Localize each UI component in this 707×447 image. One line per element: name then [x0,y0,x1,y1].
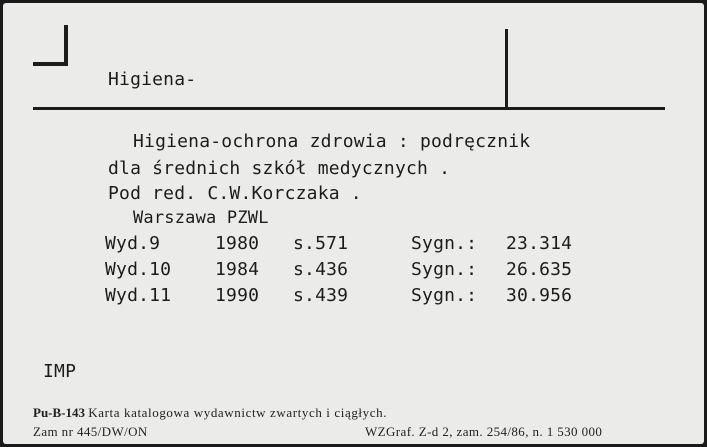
column-divider-line [505,29,508,109]
edition-year: 1980 [215,233,260,254]
edition-number: Wyd.11 [105,285,172,306]
corner-bracket-vertical [64,25,68,65]
edition-year: 1984 [215,259,260,280]
edition-pages: s.439 [293,285,349,306]
footer-form-code: Pu-B-143 [33,405,85,420]
subject-heading: Higiena- [108,69,197,90]
call-number-label: Sygn.: [411,233,478,254]
edition-pages: s.571 [293,233,349,254]
footer-form-line [33,405,387,421]
call-number: 30.956 [506,285,573,306]
edition-number: Wyd.9 [105,233,161,254]
footer-form-title: Karta katalogowa wydawnictw zwartych i ciągłych. [88,405,388,420]
heading-rule [33,107,665,110]
call-number-label: Sygn.: [411,259,478,280]
edition-year: 1990 [215,285,260,306]
editor-line: Pod red. C.W.Korczaka . [108,183,362,204]
publisher-line: Warszawa PZWL [133,208,269,228]
call-number-label: Sygn.: [411,285,478,306]
call-number: 26.635 [506,259,573,280]
edition-pages: s.436 [293,259,349,280]
footer-printer-info: WZGraf. Z-d 2, zam. 254/86, n. 1 530 000 [365,424,603,439]
call-number: 23.314 [506,233,573,254]
stamp-imp: IMP [43,361,77,382]
catalog-card [3,3,704,444]
corner-bracket-horizontal [33,62,68,66]
edition-number: Wyd.10 [105,259,172,280]
title-line-1: Higiena-ochrona zdrowia : podręcznik [133,131,531,152]
footer-order-number: Zam nr 445/DW/ON [33,424,148,439]
title-line-2: dla średnich szkół medycznych . [108,158,451,179]
